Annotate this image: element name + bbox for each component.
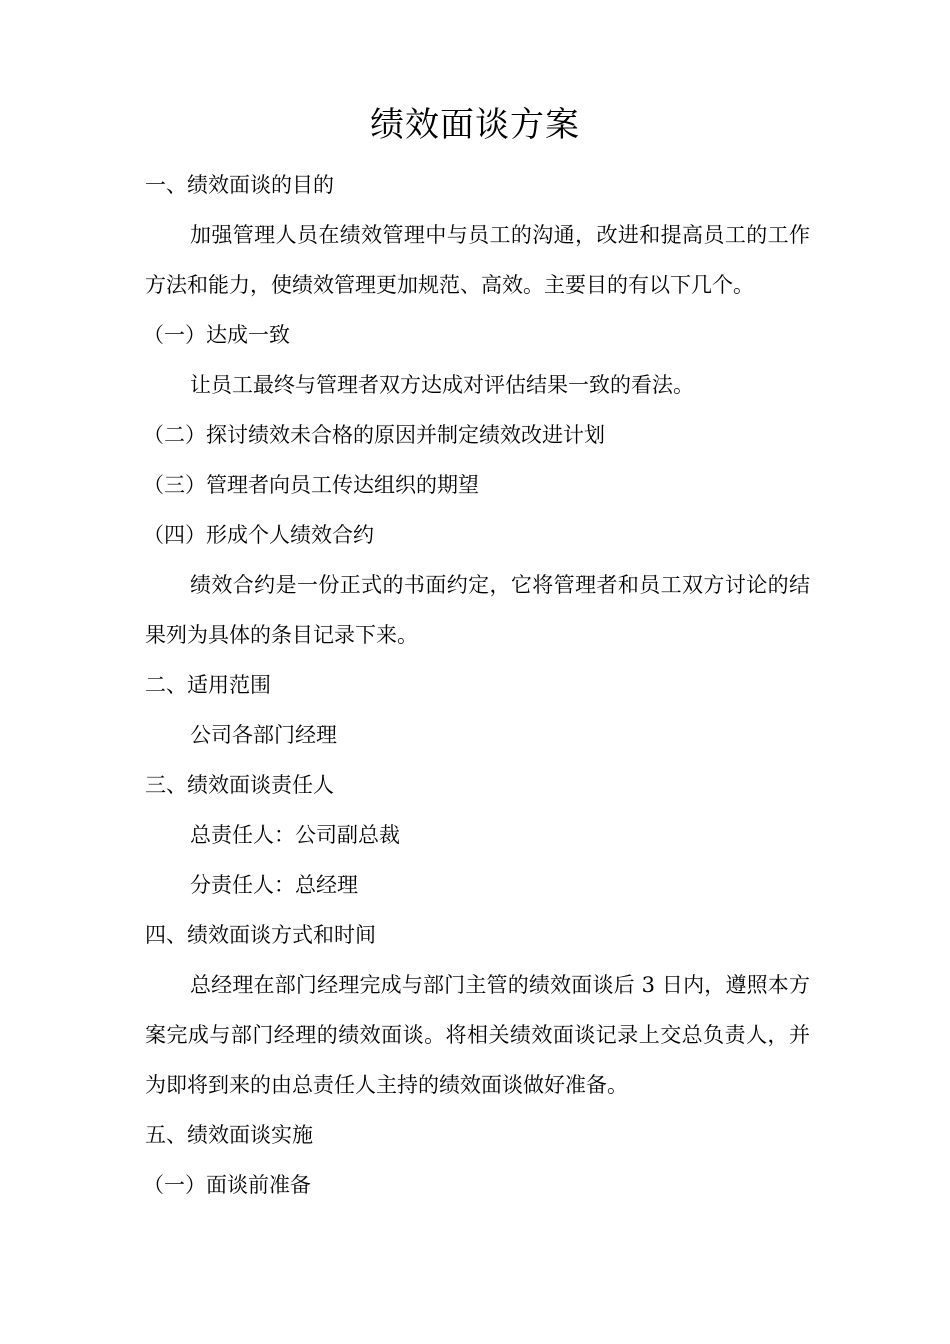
section-3-heading: 三、绩效面谈责任人 — [145, 773, 334, 797]
section-5-heading: 五、绩效面谈实施 — [145, 1123, 313, 1147]
section-1-item-4-heading: （四）形成个人绩效合约 — [143, 523, 374, 547]
section-1-item-3-heading: （三）管理者向员工传达组织的期望 — [143, 473, 479, 497]
section-3-line-2: 分责任人：总经理 — [190, 873, 358, 897]
section-1-heading: 一、绩效面谈的目的 — [145, 173, 334, 197]
section-2-text: 公司各部门经理 — [190, 723, 337, 747]
document-body — [145, 160, 810, 1210]
section-1-item-1-heading: （一）达成一致 — [143, 323, 290, 347]
section-1-intro: 加强管理人员在绩效管理中与员工的沟通，改进和提高员工的工作方法和能力，使绩效管理更加规范、高效。主要目的有以下几个。 — [145, 223, 810, 297]
section-1-item-2-heading: （二）探讨绩效未合格的原因并制定绩效改进计划 — [143, 423, 605, 447]
section-5-item-1-heading: （一）面谈前准备 — [143, 1173, 311, 1197]
document-title: 绩效面谈方案 — [370, 105, 580, 145]
section-2-heading: 二、适用范围 — [145, 673, 271, 697]
section-1-item-1-text: 让员工最终与管理者双方达成对评估结果一致的看法。 — [190, 373, 694, 397]
section-4-heading: 四、绩效面谈方式和时间 — [145, 923, 376, 947]
section-4-text: 总经理在部门经理完成与部门主管的绩效面谈后 3 日内，遵照本方案完成与部门经理的绩效面谈。将相关绩效面谈记录上交总负责人，并为即将到来的由总责任人主持的绩效面谈做好准备。 — [145, 973, 810, 1097]
section-3-line-1: 总责任人：公司副总裁 — [190, 823, 400, 847]
section-1-item-4-text: 绩效合约是一份正式的书面约定，它将管理者和员工双方讨论的结果列为具体的条目记录下来。 — [145, 573, 810, 647]
